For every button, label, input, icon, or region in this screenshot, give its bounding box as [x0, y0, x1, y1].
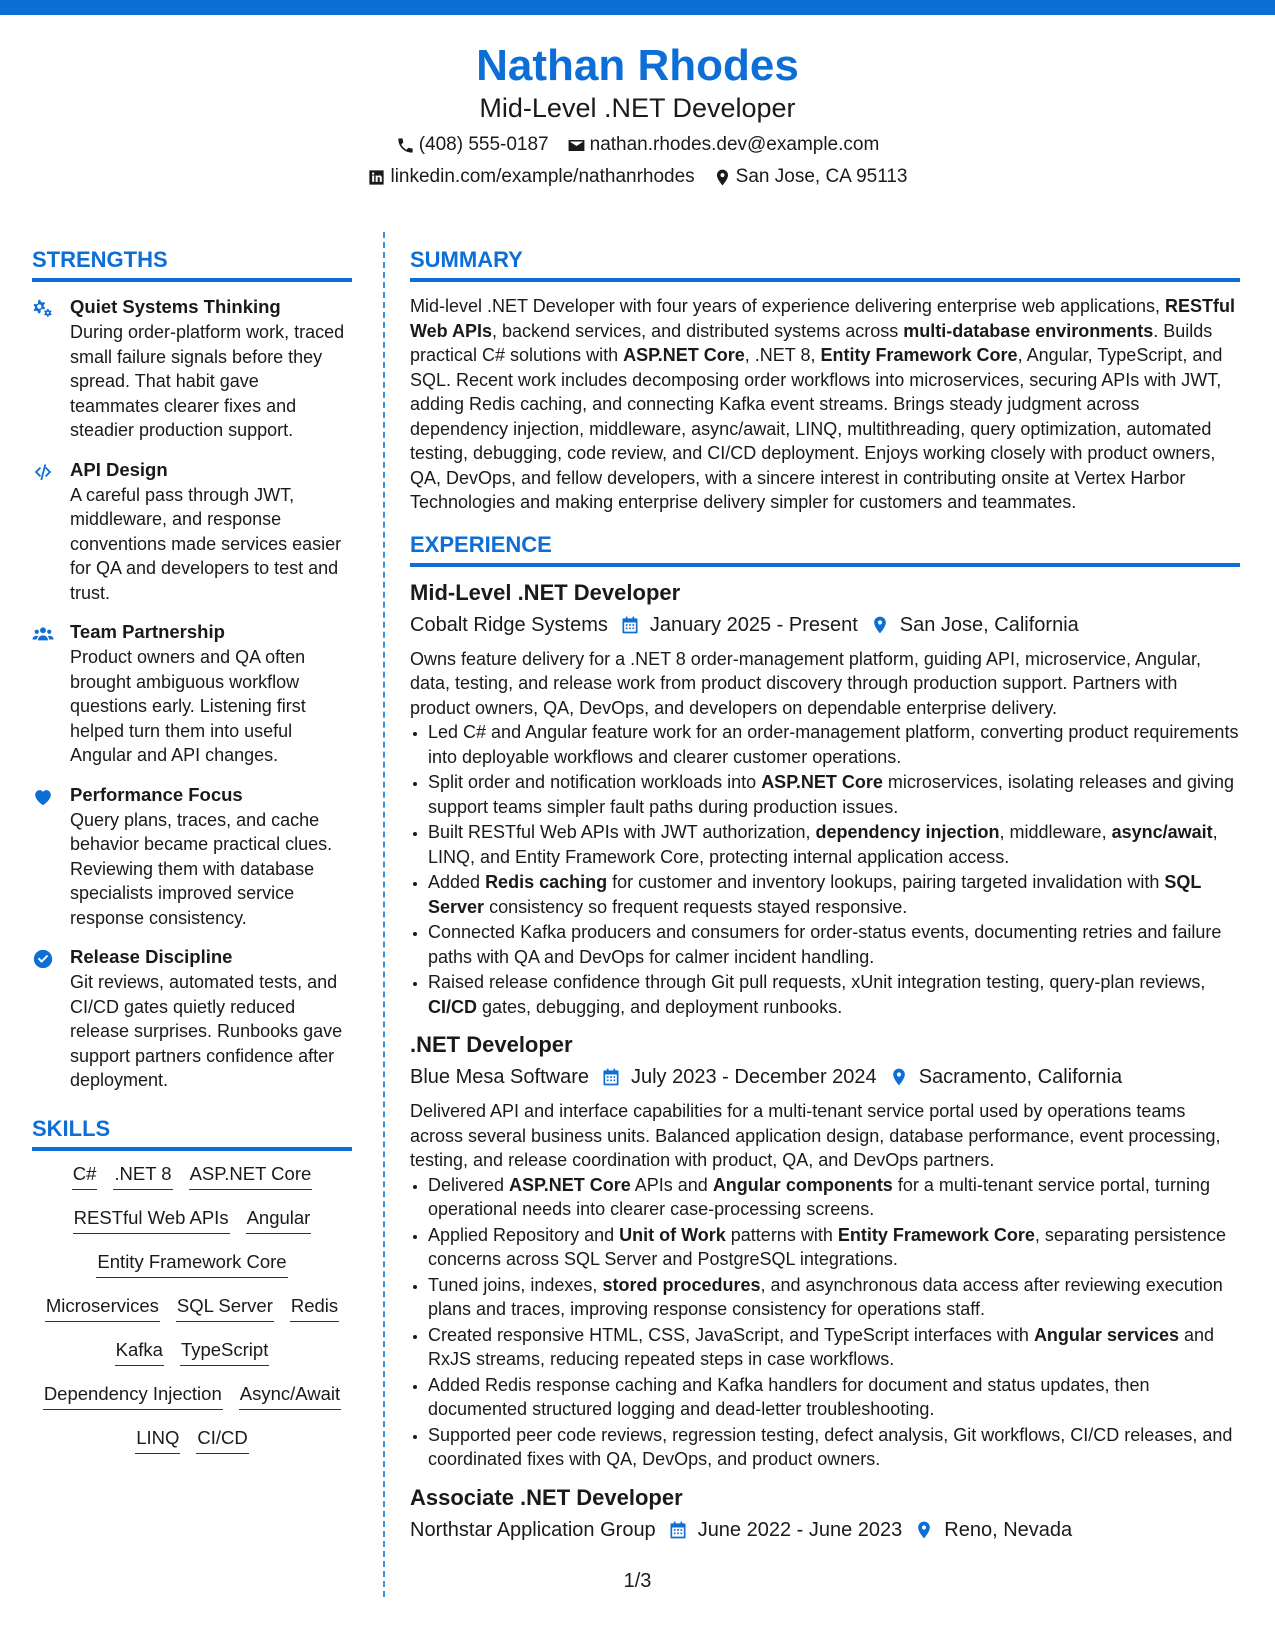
bold-phrase: dependency injection — [815, 822, 1000, 842]
candidate-title: Mid-Level .NET Developer — [479, 93, 796, 123]
job-dates — [668, 1516, 903, 1544]
text-run: microservices, isolating releases and giving support teams simpler fault paths during production issues. — [428, 772, 1235, 817]
skills-section — [32, 1115, 352, 1454]
strength-title: Team Partnership — [70, 621, 225, 642]
job-dates-text: July 2023 - December 2024 — [630, 1066, 877, 1088]
strength-title: Quiet Systems Thinking — [70, 296, 281, 317]
map-pin-icon — [889, 1067, 909, 1087]
strength-icon-wrap — [32, 783, 70, 931]
skill-row — [32, 1205, 352, 1234]
map-pin-icon — [870, 615, 890, 635]
text-run: for a multi-tenant service portal, turning operational needs into clearer case-processing screens. — [428, 1174, 1210, 1219]
text-run: patterns with — [725, 1224, 838, 1245]
text-run: Supported peer code reviews, regression testing, defect analysis, Git workflows, CI/CD releases, and coordinated fixes with QA, DevOps, and product owners. — [428, 1424, 1233, 1469]
text-run: for customer and inventory lookups, pairing targeted invalidation with — [607, 872, 1165, 892]
email-text: nathan.rhodes.dev@example.com — [589, 134, 880, 155]
strength-body — [70, 620, 352, 768]
skill-tag: LINQ — [135, 1425, 180, 1454]
job-location-text: Sacramento, California — [918, 1066, 1123, 1088]
skill-tag: Angular — [246, 1205, 312, 1234]
strength-body — [70, 945, 352, 1093]
column-divider — [383, 232, 385, 1597]
text-run: Built RESTful Web APIs with JWT authorization, — [428, 822, 816, 842]
strength-title: Release Discipline — [70, 946, 233, 967]
text-run: , Angular, TypeScript, and SQL. Recent work includes decomposing order workflows into microservices, securing APIs with JWT, adding Redis caching, and connecting Kafka event streams. Brings steady judgment across dependency injection, middleware, async/await, LINQ, multithreading, query optimization, automated testing, debugging, code review, and CI/CD deployment. Enjoys working closely with product owners, QA, DevOps, and fellow developers, with a sincere interest in contributing onsite at Vertex Harbor Technologies and making enterprise delivery simpler for customers and teammates. — [410, 345, 1223, 512]
jobs-list — [410, 579, 1240, 1544]
strength-icon-wrap — [32, 295, 70, 443]
job-meta — [410, 1516, 1240, 1544]
text-run: Delivered — [428, 1174, 510, 1195]
job-bullets — [410, 720, 1240, 1019]
bullet-item — [428, 1323, 1240, 1372]
job-company: Cobalt Ridge Systems — [410, 613, 608, 636]
job-company: Northstar Application Group — [410, 1518, 656, 1541]
skill-tag: ASP.NET Core — [189, 1161, 313, 1190]
text-run: , middleware, — [999, 822, 1112, 842]
right-column — [410, 246, 1240, 1544]
contact-row-2 — [0, 164, 1275, 190]
text-run: Created responsive HTML, CSS, JavaScript, and TypeScript interfaces with — [428, 1324, 1034, 1345]
linkedin-text: linkedin.com/example/nathanrhodes — [390, 166, 695, 187]
text-run: Split order and notification workloads into — [428, 772, 762, 792]
strength-icon-wrap — [32, 945, 70, 1093]
linkedin-icon — [367, 168, 386, 187]
job-entry — [410, 1031, 1240, 1472]
location-text: San Jose, CA 95113 — [735, 166, 908, 187]
experience-heading: EXPERIENCE — [410, 531, 1240, 567]
text-run: Added — [428, 872, 486, 892]
bold-phrase: Angular components — [712, 1174, 893, 1195]
heart-icon — [32, 786, 54, 808]
strength-desc: Query plans, traces, and cache behavior became practical clues. Reviewing them with database specialists improved service response consistency. — [70, 809, 333, 928]
bullet-item — [428, 1273, 1240, 1322]
strength-item — [32, 945, 352, 1093]
skill-tag: SQL Server — [176, 1293, 274, 1322]
job-title: .NET Developer — [410, 1032, 573, 1057]
text-run: Tuned joins, indexes, — [428, 1274, 603, 1295]
skill-tag: RESTful Web APIs — [73, 1205, 230, 1234]
calendar-icon — [601, 1067, 621, 1087]
skill-row — [32, 1293, 352, 1322]
bold-phrase: multi-database environments — [903, 320, 1154, 341]
bullet-item — [428, 720, 1240, 769]
job-meta — [410, 1063, 1240, 1091]
skill-tag: Dependency Injection — [43, 1381, 223, 1410]
skill-tag: Microservices — [45, 1293, 160, 1322]
bold-phrase: Angular services — [1033, 1324, 1180, 1345]
skill-row — [32, 1425, 352, 1454]
job-location — [870, 611, 1079, 639]
strength-body — [70, 295, 352, 443]
strength-item — [32, 458, 352, 606]
bullet-item — [428, 920, 1240, 969]
users-icon — [32, 623, 54, 645]
text-run: . Builds practical C# solutions with — [410, 320, 1213, 365]
bullet-item — [428, 1173, 1240, 1222]
job-meta — [410, 611, 1240, 639]
phone-text: (408) 555-0187 — [418, 134, 549, 155]
text-run: Raised release confidence through Git pull requests, xUnit integration testing, query-plan reviews, — [428, 972, 1206, 992]
experience-section — [410, 531, 1240, 1544]
contact-phone[interactable] — [396, 132, 549, 158]
strength-item — [32, 620, 352, 768]
strength-body — [70, 458, 352, 606]
job-dates — [601, 1063, 877, 1091]
contact-email[interactable] — [567, 132, 880, 158]
job-location — [914, 1516, 1072, 1544]
code-icon — [32, 461, 54, 483]
skill-tag: Redis — [290, 1293, 339, 1322]
text-run: consistency so frequent requests stayed responsive. — [484, 896, 908, 917]
text-run: and RxJS streams, reducing repeated steps in case workflows. — [428, 1324, 1215, 1369]
strength-item — [32, 783, 352, 931]
strengths-list — [32, 295, 352, 1093]
strength-body — [70, 783, 352, 931]
text-run: , .NET 8, — [744, 345, 821, 365]
skills-heading: SKILLS — [32, 1115, 352, 1151]
text-run: APIs and — [630, 1174, 713, 1195]
strength-icon-wrap — [32, 458, 70, 606]
text-run: , backend services, and distributed systems across — [492, 320, 904, 341]
job-entry — [410, 1484, 1240, 1544]
bold-phrase: async/await — [1111, 822, 1213, 842]
strength-title: Performance Focus — [70, 783, 243, 805]
strength-item — [32, 295, 352, 443]
text-run: , LINQ, and Entity Framework Core, protecting internal application access. — [428, 822, 1218, 867]
text-run: Mid-level .NET Developer with four years of experience delivering enterprise web applications, — [410, 296, 1166, 316]
job-bullets — [410, 1173, 1240, 1472]
bold-phrase: ASP.NET Core — [509, 1174, 631, 1195]
bullet-item — [428, 770, 1240, 819]
page-number: 1/3 — [623, 1570, 652, 1592]
strength-desc: Product owners and QA often brought ambiguous workflow questions early. Listening first helped turn them into useful Angular and API changes. — [70, 647, 306, 765]
strength-desc: Git reviews, automated tests, and CI/CD gates quietly reduced release surprises. Runbooks gave support partners confidence after deployment. — [70, 972, 343, 1090]
bold-phrase: ASP.NET Core — [623, 345, 745, 365]
skill-tag: Entity Framework Core — [96, 1249, 287, 1278]
bold-phrase: SQL Server — [428, 872, 1202, 917]
text-run: Added Redis response caching and Kafka handlers for document and status updates, then documented structured logging and dead-letter troubleshooting. — [428, 1374, 1150, 1419]
job-location-text: Reno, Nevada — [944, 1518, 1073, 1541]
gears-icon — [32, 298, 54, 320]
strength-desc: A careful pass through JWT, middleware, and response conventions made services easier for QA and developers to test and trust. — [70, 484, 342, 603]
phone-icon — [396, 136, 415, 155]
bullet-item — [428, 970, 1240, 1019]
job-company: Blue Mesa Software — [410, 1066, 589, 1088]
text-run: Led C# and Angular feature work for an order-management platform, converting product requirements into deployable workflows and clearer customer operations. — [428, 722, 1239, 767]
skills-list — [32, 1161, 352, 1454]
bullet-item — [428, 820, 1240, 869]
job-dates-text: June 2022 - June 2023 — [697, 1518, 903, 1541]
text-run: Connected Kafka producers and consumers for order-status events, documenting retries and failure paths with QA and DevOps for calmer incident handling. — [428, 922, 1222, 967]
bold-phrase: stored procedures — [602, 1274, 761, 1295]
bullet-item — [428, 1223, 1240, 1272]
skill-tag: C# — [72, 1161, 98, 1190]
job-location — [889, 1063, 1122, 1091]
job-dates-text: January 2025 - Present — [649, 613, 858, 636]
skill-row — [32, 1249, 352, 1278]
bold-phrase: ASP.NET Core — [761, 772, 883, 792]
envelope-icon — [567, 136, 586, 155]
strengths-heading: STRENGTHS — [32, 246, 352, 282]
bullet-item — [428, 1423, 1240, 1472]
strength-title: API Design — [70, 458, 168, 480]
calendar-icon — [620, 615, 640, 635]
bold-phrase: Entity Framework Core — [837, 1224, 1035, 1245]
contact-location — [713, 164, 908, 190]
bullet-item — [428, 1373, 1240, 1422]
strength-desc: During order-platform work, traced small failure signals before they spread. That habit gave teammates clearer fixes and steadier production support. — [70, 322, 345, 440]
strength-icon-wrap — [32, 620, 70, 768]
bold-phrase: CI/CD — [428, 996, 477, 1017]
resume-header — [0, 40, 1275, 190]
skill-row — [32, 1161, 352, 1190]
job-description: Delivered API and interface capabilities for a multi-tenant service portal used by operations teams across several business units. Balanced application design, database performance, event processing, testing, and release coordination with product, QA, and DevOps partners. — [410, 1101, 1221, 1170]
bold-phrase: Entity Framework Core — [820, 345, 1018, 365]
text-run: gates, debugging, and deployment runbooks. — [477, 996, 843, 1017]
skill-row — [32, 1381, 352, 1410]
bold-phrase: Redis caching — [485, 872, 608, 892]
calendar-icon — [668, 1520, 688, 1540]
map-pin-icon — [713, 168, 732, 187]
left-column — [32, 246, 352, 1469]
job-title: Mid-Level .NET Developer — [410, 579, 681, 605]
bold-phrase: Unit of Work — [619, 1224, 726, 1245]
contact-row-1 — [0, 132, 1275, 158]
skill-tag: Kafka — [115, 1337, 164, 1366]
skill-row — [32, 1337, 352, 1366]
skill-tag: TypeScript — [180, 1337, 269, 1366]
job-dates — [620, 611, 858, 639]
skill-tag: CI/CD — [196, 1425, 248, 1454]
job-description: Owns feature delivery for a .NET 8 order-management platform, guiding API, microservice, Angular, data, testing, and release work from product discovery through production support. Partners with product owners, QA, DevOps, and developers on dependable enterprise delivery. — [410, 648, 1202, 718]
summary-text — [410, 294, 1240, 515]
contact-linkedin[interactable] — [367, 164, 694, 190]
bullet-item — [428, 870, 1240, 919]
text-run: , separating persistence concerns across SQL Server and PostgreSQL integrations. — [428, 1224, 1227, 1269]
bold-phrase: RESTful Web APIs — [410, 296, 1236, 341]
job-location-text: San Jose, California — [899, 613, 1079, 636]
check-circle-icon — [32, 948, 54, 970]
text-run: Applied Repository and — [428, 1224, 620, 1245]
skill-tag: .NET 8 — [113, 1161, 172, 1190]
text-run: , and asynchronous data access after reviewing execution plans and traces, improving response consistency for operations staff. — [428, 1274, 1223, 1319]
skill-tag: Async/Await — [239, 1381, 341, 1410]
map-pin-icon — [914, 1520, 934, 1540]
summary-heading: SUMMARY — [410, 246, 1240, 282]
candidate-name: Nathan Rhodes — [476, 41, 799, 90]
job-entry — [410, 579, 1240, 1020]
top-accent-bar — [0, 0, 1275, 15]
job-title: Associate .NET Developer — [410, 1484, 683, 1510]
